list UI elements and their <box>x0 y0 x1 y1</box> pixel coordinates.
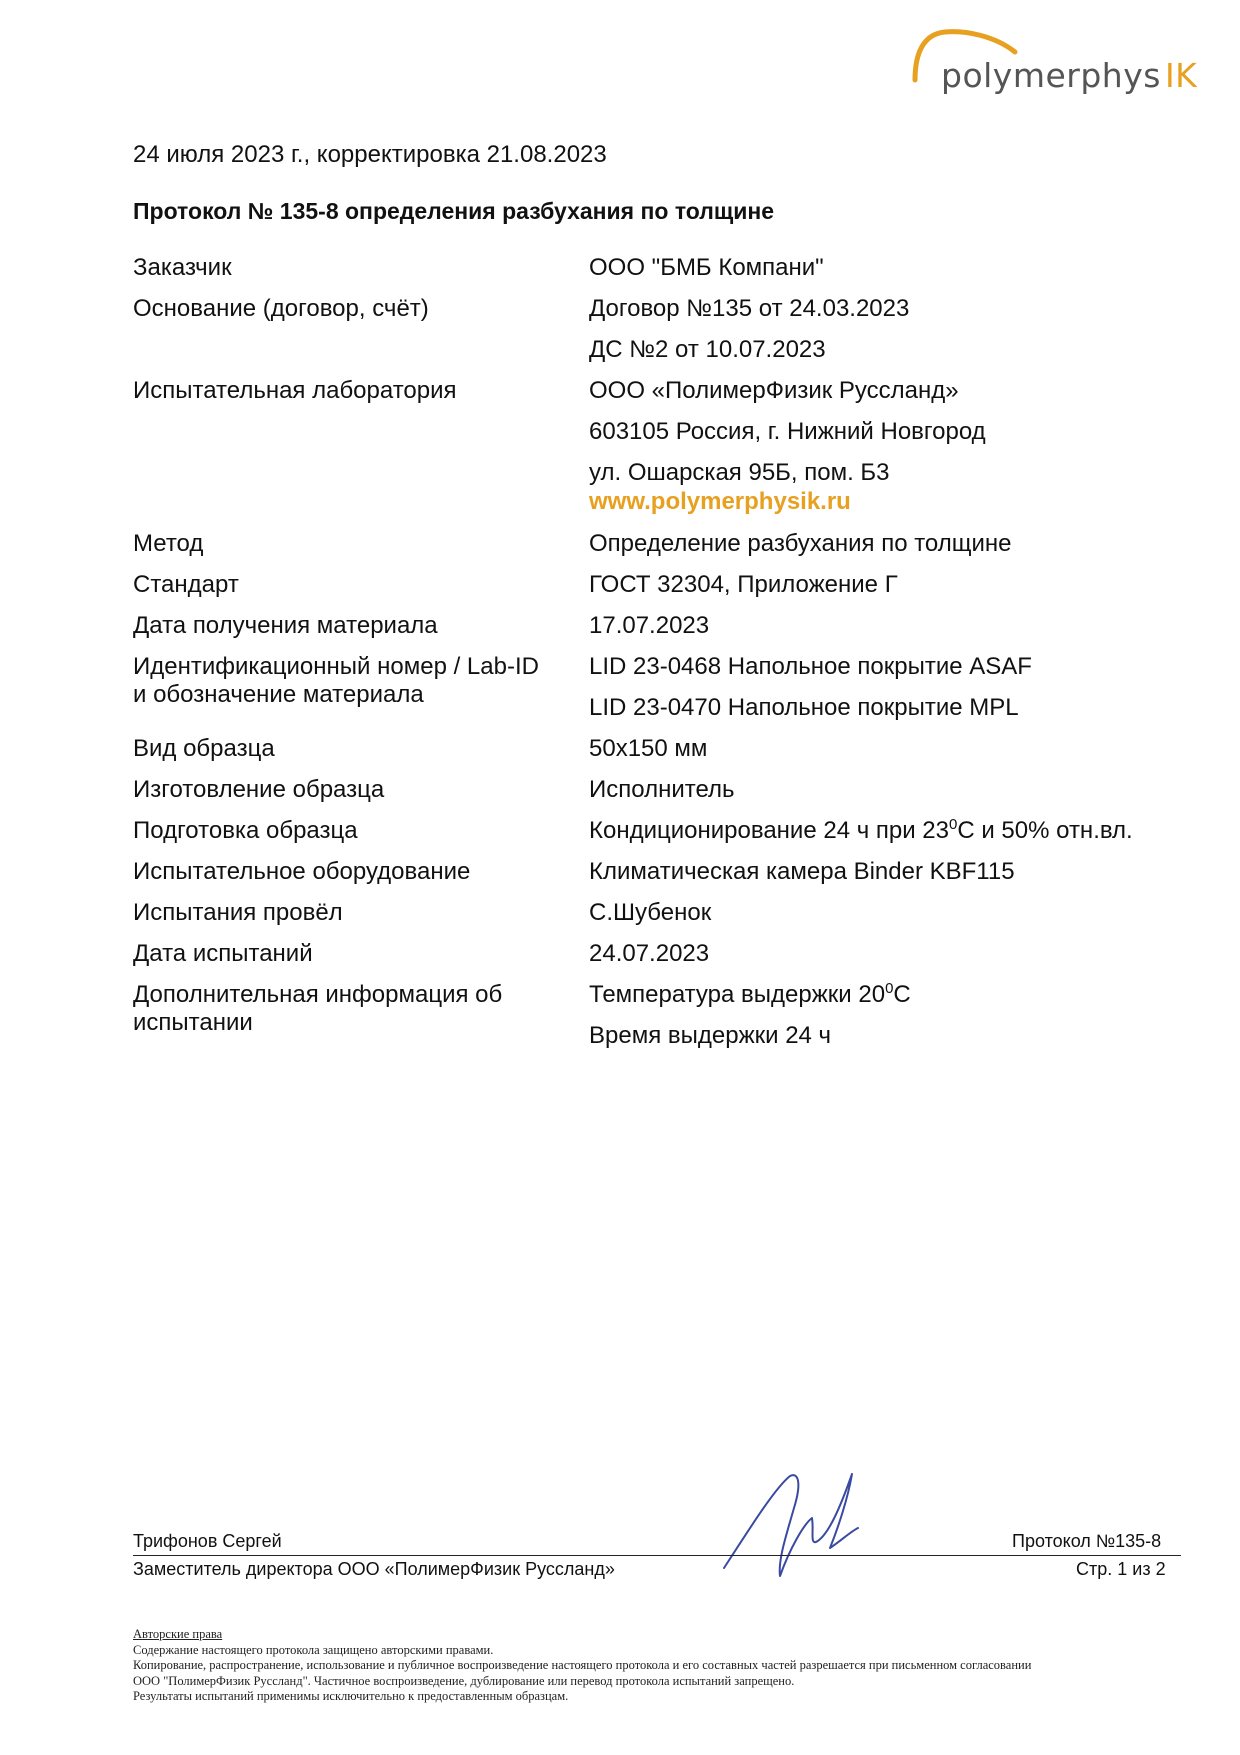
signer-role: Заместитель директора ООО «ПолимерФизик Руссланд» <box>133 1559 615 1579</box>
tester-label: Испытания провёл <box>133 899 343 926</box>
sample-making-value: Исполнитель <box>589 776 735 803</box>
copyright-heading: Авторские права <box>133 1627 223 1641</box>
basis-value-contract: Договор №135 от 24.03.2023 <box>589 295 910 322</box>
method-value: Определение разбухания по толщине <box>589 530 1012 557</box>
customer-value: ООО "БМБ Компани" <box>589 254 824 281</box>
sample-prep-value: Кондиционирование 24 ч при $23^0С$ и 50% отн.вл. <box>589 816 1133 844</box>
basis-value-supplement: ДС №2 от 10.07.2023 <box>589 336 826 363</box>
sample-type-value: 50x150 мм <box>589 735 708 762</box>
protocol-reference: Протокол №135-8 <box>1012 1531 1162 1551</box>
page-number: Стр. 1 из 2 <box>1076 1559 1166 1579</box>
signature-divider <box>133 1555 1181 1556</box>
id-value-mpl: LID 23-0470 Напольное покрытие MPL <box>589 694 1019 721</box>
copyright-line: Результаты испытаний применимы исключительно к предоставленным образцам. <box>133 1689 569 1703</box>
lab-address-city: 603105 Россия, г. Нижний Новгород <box>589 418 986 445</box>
copyright-line: Содержание настоящего протокола защищено авторскими правами. <box>133 1642 494 1657</box>
lab-name: ООО «ПолимерФизик Руссланд» <box>589 377 959 404</box>
id-label-line1: Идентификационный номер / Lab-ID <box>133 653 539 680</box>
test-date-value: 24.07.2023 <box>589 940 710 967</box>
equipment-value: Климатическая камера Binder KBF115 <box>589 858 1015 885</box>
copyright-line: ООО "ПолимерФизик Руссланд". Частичное воспроизведение, дублирование или перевод протокола испытаний запрещено. <box>133 1673 795 1688</box>
lab-website-link[interactable]: www.polymerphysik.ru <box>589 488 851 515</box>
tester-value: С.Шубенок <box>589 899 712 926</box>
lab-address-street: ул. Ошарская 95Б, пом. Б3 <box>589 459 890 486</box>
logo-wordmark: polymerphys IK <box>941 56 1198 95</box>
copyright-line: Копирование, распространение, использование и публичное воспроизведение настоящего протокола и его составных частей разрешается при письменном согласовании <box>133 1658 1032 1672</box>
customer-label: Заказчик <box>133 254 232 281</box>
extra-info-temperature: Температура выдержки $20^0С$ <box>589 980 911 1008</box>
sample-prep-label: Подготовка образца <box>133 817 358 844</box>
document-date: 24 июля 2023 г., корректировка 21.08.2023 <box>133 141 607 168</box>
lab-label: Испытательная лаборатория <box>133 377 457 404</box>
standard-label: Стандарт <box>133 571 239 598</box>
extra-info-label-line2: испытании <box>133 1009 253 1036</box>
basis-label: Основание (договор, счёт) <box>133 295 429 322</box>
extra-info-duration: Время выдержки 24 ч <box>589 1022 832 1049</box>
copyright-notice <box>133 1627 1031 1705</box>
method-label: Метод <box>133 530 204 557</box>
equipment-label: Испытательное оборудование <box>133 858 471 885</box>
extra-info-label-line1: Дополнительная информация об <box>133 981 503 1008</box>
document-title: Протокол № 135-8 определения разбухания по толщине <box>133 198 775 224</box>
id-label-line2: и обозначение материала <box>133 681 424 708</box>
id-value-asaf: LID 23-0468 Напольное покрытие ASAF <box>589 653 1032 680</box>
receipt-date-value: 17.07.2023 <box>589 612 710 639</box>
company-logo <box>905 24 1205 104</box>
standard-value: ГОСТ 32304, Приложение Г <box>589 571 898 598</box>
signer-name: Трифонов Сергей <box>133 1531 282 1551</box>
handwritten-signature <box>720 1468 870 1580</box>
sample-type-label: Вид образца <box>133 735 275 762</box>
sample-making-label: Изготовление образца <box>133 776 385 803</box>
receipt-date-label: Дата получения материала <box>133 612 438 639</box>
test-date-label: Дата испытаний <box>133 940 313 967</box>
